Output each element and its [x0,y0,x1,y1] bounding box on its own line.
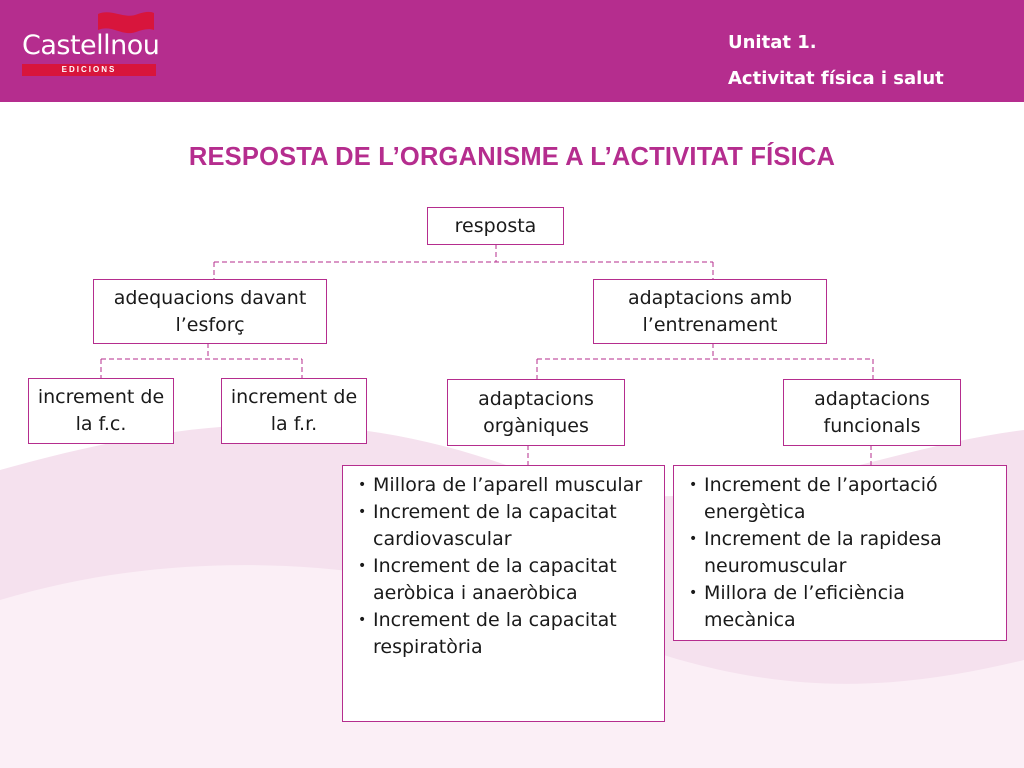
list-item: • Increment de la capacitat cardiovascular [351,499,656,553]
list-item: • Increment de la rapidesa neuromuscular [682,526,998,580]
node-adaptacions: adaptacions amb l’entrenament [593,279,827,344]
list-item: • Millora de l’eficiència mecànica [682,580,998,634]
logo-brand: Castellnou [22,30,160,61]
logo-subbrand: EDICIONS [22,64,156,76]
node-adaptacions-funcionals: adaptacions funcionals [783,379,961,446]
list-item: • Increment de l’aportació energètica [682,472,998,526]
node-increment-fc: increment de la f.c. [28,378,174,444]
list-item: • Millora de l’aparell muscular [351,472,656,499]
list-item: • Increment de la capacitat aeròbica i anaeròbica [351,553,656,607]
list-item: • Increment de la capacitat respiratòria [351,607,656,661]
node-resposta: resposta [427,207,564,245]
slide-title: RESPOSTA DE L’ORGANISME A L’ACTIVITAT FÍSICA [188,143,836,171]
node-increment-fr: increment de la f.r. [221,378,367,444]
list-funcionals [673,465,1007,641]
unit-line-2: Activitat física i salut [728,68,944,89]
node-adequacions: adequacions davant l’esforç [93,279,327,344]
node-adaptacions-organiques: adaptacions orgàniques [447,379,625,446]
list-organiques [342,465,665,722]
unit-line-1: Unitat 1. [728,32,817,53]
